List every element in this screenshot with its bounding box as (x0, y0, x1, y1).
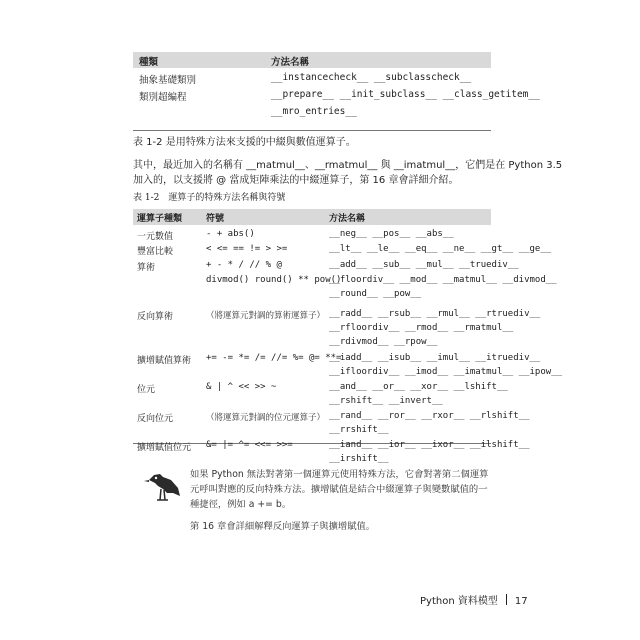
row-symbols: （將運算元對調的位元運算子） (206, 413, 326, 423)
row-symbols: & | ^ << >> ~ (206, 382, 277, 392)
page-number: 17 (514, 596, 528, 607)
row-methods: __prepare__ __init_subclass__ __class_getitem__ (271, 89, 540, 100)
row-kind: 反向位元 (137, 414, 174, 424)
row-methods-cont: __mro_entries__ (271, 106, 357, 117)
row-symbols: &= |= ^= <<= >>= (206, 440, 293, 450)
tip-line-1: 如果 Python 無法對著第一個運算元使用特殊方法，它會對著第二個運算 (190, 469, 489, 480)
operator-table (133, 209, 562, 464)
row-kind: 抽象基礎類別 (139, 75, 197, 86)
row-methods-cont: __rrshift__ (329, 425, 389, 435)
row-kind: 豐富比較 (137, 247, 174, 257)
footer-title: Python 資料模型 (420, 596, 498, 607)
row-symbols: - + abs() (206, 229, 255, 239)
row-symbols: < <= == != > >= (206, 244, 288, 254)
tip-line-3: 種捷徑，例如 a += b。 (190, 499, 292, 510)
row-methods: __and__ __or__ __xor__ __lshift__ (329, 382, 508, 392)
row-kind: 類別超編程 (139, 92, 187, 103)
header-kind: 運算子種類 (137, 214, 183, 224)
row-methods: __rand__ __ror__ __rxor__ __rlshift__ (329, 411, 530, 421)
header-methods: 方法名稱 (271, 57, 310, 68)
tip-line-2: 元呼叫對應的反向特殊方法。擴增賦值是結合中綴運算子與變數賦值的一 (190, 484, 488, 495)
row-methods-cont: __ifloordiv__ __imod__ __imatmul__ __ipow__ (329, 367, 562, 377)
header-symbols: 符號 (206, 214, 225, 224)
row-symbols: divmod() round() ** pow() (206, 275, 342, 285)
row-methods: __neg__ __pos__ __abs__ (329, 229, 454, 239)
paragraph-2-line-1: 其中，最近加入的名稱有 __matmul__、__rmatmul__ 與 __imatmul__，它們是在 Python 3.5 (133, 160, 563, 171)
crow-icon (143, 466, 183, 506)
tip-line-4: 第 16 章會詳細解釋反向運算子與擴增賦值。 (190, 521, 376, 532)
row-methods: __add__ __sub__ __mul__ __truediv__ (329, 260, 519, 270)
row-methods: __iadd__ __isub__ __imul__ __itruediv__ (329, 353, 541, 363)
row-methods: __instancecheck__ __subclasscheck__ (271, 72, 472, 83)
row-methods: __radd__ __rsub__ __rmul__ __rtruediv__ (329, 309, 541, 319)
row-methods: __floordiv__ __mod__ __matmul__ __divmod__ (329, 275, 557, 285)
row-methods: __iand__ __ior__ __ixor__ __ilshift__ (329, 440, 530, 450)
row-methods-cont: __rdivmod__ __rpow__ (329, 337, 438, 347)
row-kind: 擴增賦值算術 (137, 356, 192, 366)
row-methods-cont: __round__ __pow__ (329, 289, 422, 299)
header-kind: 種類 (139, 57, 159, 68)
page-footer (420, 592, 528, 607)
special-methods-table (133, 52, 540, 131)
row-kind: 反向算術 (137, 312, 174, 322)
row-methods-cont: __rfloordiv__ __rmod__ __rmatmul__ (329, 323, 514, 333)
row-kind: 擴增賦值位元 (137, 443, 192, 453)
row-kind: 位元 (137, 385, 156, 395)
row-methods-cont: __rshift__ __invert__ (329, 396, 443, 406)
table-header (133, 209, 491, 225)
row-kind: 算術 (137, 263, 156, 273)
table-header (133, 52, 491, 68)
row-methods-cont: __irshift__ (329, 454, 389, 464)
header-methods: 方法名稱 (329, 214, 366, 224)
row-methods: __lt__ __le__ __eq__ __ne__ __gt__ __ge__ (329, 244, 552, 254)
row-symbols: （將運算元對調的算術運算子） (206, 311, 326, 321)
paragraph-2-line-2: 加入的，以支援將 @ 當成矩陣乘法的中綴運算子，第 16 章會詳細介紹。 (133, 175, 459, 186)
row-kind: 一元數值 (137, 232, 174, 242)
row-symbols: + - * / // % @ (206, 260, 282, 270)
footer-divider (506, 594, 507, 605)
table-caption: 表 1-2 運算子的特殊方法名稱與符號 (133, 193, 286, 203)
row-symbols: += -= *= /= //= %= @= **= (206, 353, 342, 363)
paragraph-1: 表 1-2 是用特殊方法來支援的中綴與數值運算子。 (133, 137, 356, 148)
